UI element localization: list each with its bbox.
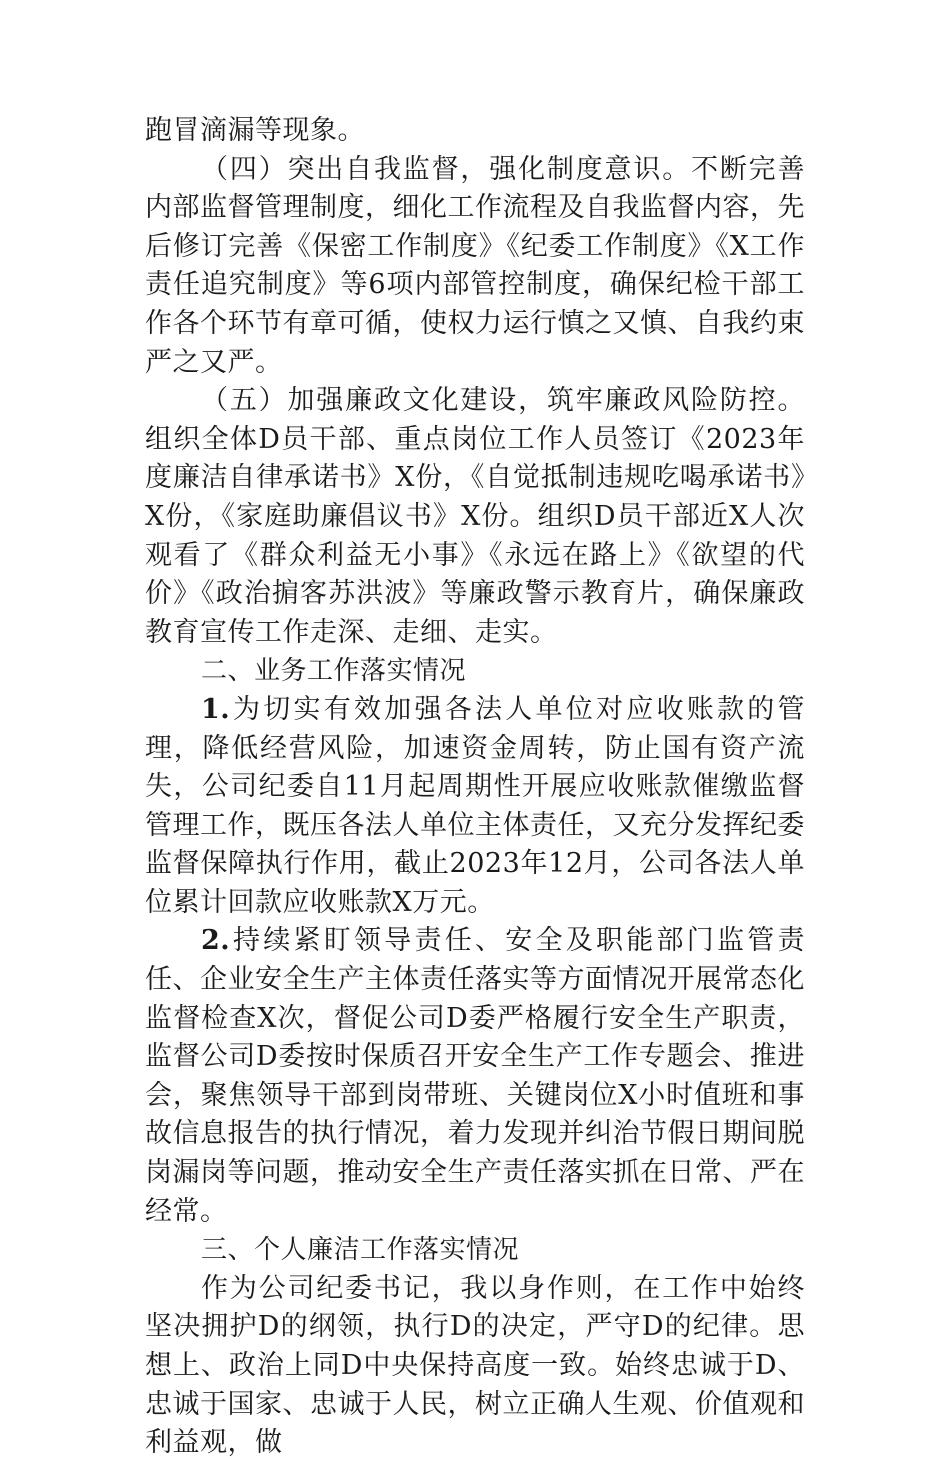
paragraph-text: 持续紧盯领导责任、安全及职能部门监管责任、企业安全生产主体责任落实等方面情况开展常态化监督检查X次，督促公司D委严格履行安全生产职责，监督公司D委按时保质召开安全生产工作专题会、推进会，聚焦领导干部到岗带班、关键岗位X小时值班和事故信息报告的执行情况，着力发现并纠治节假日期间脱岗漏岗等问题，推动安全生产责任落实抓在日常、严在经常。 (145, 925, 805, 1227)
paragraph-heading: （五）加强廉政文化建设，筑牢廉政风险防控。 (201, 385, 805, 417)
paragraph-text: 组织全体D员干部、重点岗位工作人员签订《2023年度廉洁自律承诺书》X份，《自觉抵制违规吃喝承诺书》X份，《家庭助廉倡议书》X份。组织D员干部近X人次观看了《群众利益无小事》《永远在路上》《欲望的代价》《政治掮客苏洪波》等廉政警示教育片，确保廉政教育宣传工作走深、走细、走实。 (145, 423, 805, 648)
section-heading-business: 二、业务工作落实情况 (201, 656, 467, 687)
paragraph-heading: （四）突出自我监督，强化制度意识。 (201, 153, 692, 185)
paragraph-integrity-culture (145, 382, 805, 652)
document-body (145, 112, 805, 1463)
item-number: 2. (201, 925, 231, 957)
paragraph-continuation: 跑冒滴漏等现象。 (145, 115, 365, 146)
section-heading-personal: 三、个人廉洁工作落实情况 (201, 1235, 520, 1266)
paragraph-text: 为切实有效加强各法人单位对应收账款的管理，降低经营风险，加速资金周转，防止国有资产流失，公司纪委自11月起周期性开展应收账款催缴监督管理工作，既压各法人单位主体责任，又充分发挥纪委监督保障执行作用，截止2023年12月，公司各法人单位累计回款应收账款X万元。 (145, 693, 805, 918)
paragraph-safety (145, 922, 805, 1231)
paragraph-personal-integrity: 作为公司纪委书记，我以身作则，在工作中始终坚决拥护D的纲领，执行D的决定，严守D的纪律。思想上、政治上同D中央保持高度一致。始终忠诚于D、忠诚于国家、忠诚于人民，树立正确人生观、价值观和利益观，做 (145, 1272, 805, 1459)
paragraph-text: 不断完善内部监督管理制度，细化工作流程及自我监督内容，先后修订完善《保密工作制度》《纪委工作制度》《X工作责任追究制度》等6项内部管控制度，确保纪检干部工作各个环节有章可循，使权力运行慎之又慎、自我约束严之又严。 (145, 153, 806, 378)
paragraph-self-supervision (145, 151, 805, 383)
item-number: 1. (201, 693, 231, 725)
paragraph-receivables (145, 691, 805, 923)
